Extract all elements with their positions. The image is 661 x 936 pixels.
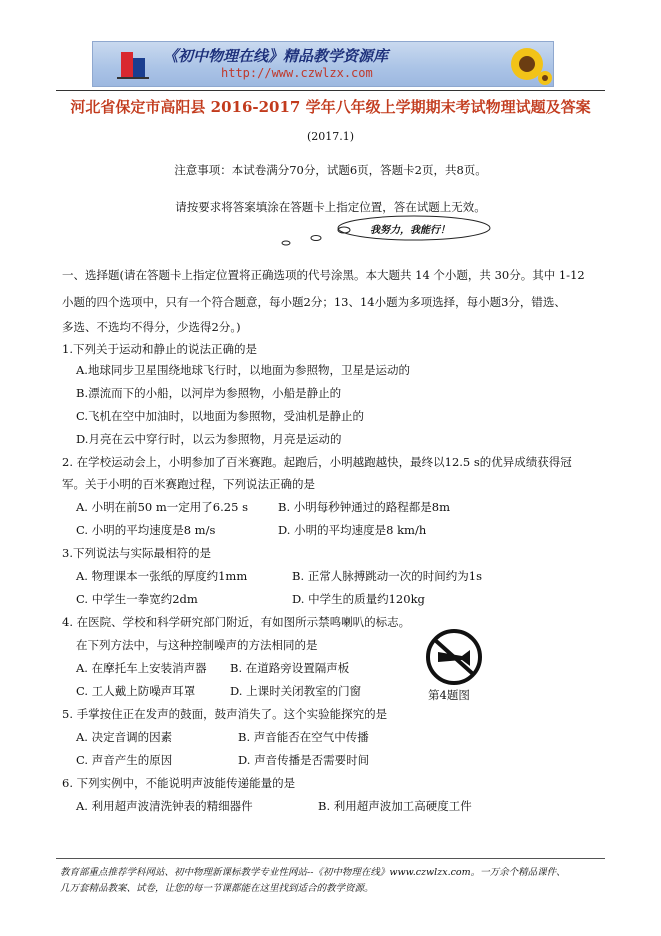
question-4-option-d: D. 上课时关闭教室的门窗 xyxy=(230,684,362,698)
header-rule xyxy=(56,90,605,91)
question-4-option-a: A. 在摩托车上安装消声器 xyxy=(76,661,207,675)
question-5-option-a: A. 决定音调的因素 xyxy=(76,730,173,744)
question-3-option-c: C. 中学生一拳宽约2dm xyxy=(76,592,198,606)
question-2-option-a: A. 小明在前50 m一定用了6.25 s xyxy=(76,500,248,514)
question-5-option-c: C. 声音产生的原因 xyxy=(76,753,173,767)
question-2-stem-line-2: 军。关于小明的百米赛跑过程，下列说法正确的是 xyxy=(62,477,315,491)
site-logo-icon xyxy=(113,44,153,84)
question-1-option-a: A.地球同步卫星围绕地球飞行时，以地面为参照物，卫星是运动的 xyxy=(76,363,410,377)
section-instructions-line-2: 小题的四个选项中，只有一个符合题意，每小题2分；13、14小题为多项选择，每小题3分，错选、 xyxy=(62,295,566,309)
question-2-stem-line-1: 2. 在学校运动会上，小明参加了百米赛跑。起跑后，小明越跑越快，最终以12.5 s的优异成绩获得冠 xyxy=(62,455,572,469)
banner-title: 《初中物理在线》精品教学资源库 xyxy=(163,47,389,65)
footer-line-1: 教育部重点推荐学科网站、初中物理新课标教学专业性网站--《初中物理在线》www.czwlzx.com。一万余个精品课件、 xyxy=(60,867,566,878)
question-2-option-d: D. 小明的平均速度是8 km/h xyxy=(278,523,427,537)
instruction-text: 请按要求将答案填涂在答题卡上指定位置，答在试题上无效。 xyxy=(175,200,486,214)
question-4-option-b: B. 在道路旁设置隔声板 xyxy=(230,661,350,675)
banner-url[interactable]: http://www.czwlzx.com xyxy=(221,66,373,80)
sunflower-icon xyxy=(497,42,553,86)
question-3-stem: 3.下列说法与实际最相符的是 xyxy=(62,546,211,560)
no-honking-sign-icon xyxy=(425,628,483,686)
footer-rule xyxy=(56,858,605,859)
question-2-option-b: B. 小明每秒钟通过的路程都是8m xyxy=(278,500,450,514)
question-2-option-c: C. 小明的平均速度是8 m/s xyxy=(76,523,216,537)
question-5-option-b: B. 声音能否在空气中传播 xyxy=(238,730,369,744)
cloud-slogan: 我努力，我能行！ xyxy=(370,225,450,236)
question-6-option-b: B. 利用超声波加工高硬度工件 xyxy=(318,799,472,813)
question-1-option-b: B.漂流而下的小船，以河岸为参照物，小船是静止的 xyxy=(76,386,342,400)
question-4-option-c: C. 工人戴上防噪声耳罩 xyxy=(76,684,196,698)
section-instructions-line-3: 多选、不选均不得分，少选得2分。) xyxy=(62,320,241,334)
question-1-stem: 1.下列关于运动和静止的说法正确的是 xyxy=(62,342,257,356)
header-banner xyxy=(92,41,554,87)
document-title: 河北省保定市高阳县 2016-2017 学年八年级上学期期末考试物理试题及答案 xyxy=(70,98,591,116)
question-1-option-c: C.飞机在空中加油时，以地面为参照物，受油机是静止的 xyxy=(76,409,365,423)
question-5-option-d: D. 声音传播是否需要时间 xyxy=(238,753,370,767)
notice-text: 注意事项：本试卷满分70分，试题6页，答题卡2页，共8页。 xyxy=(174,163,487,177)
question-6-option-a: A. 利用超声波清洗钟表的精细器件 xyxy=(76,799,253,813)
footer-line-2: 几万套精品教案、试卷，让您的每一节课都能在这里找到适合的教学资源。 xyxy=(60,883,374,894)
question-3-option-b: B. 正常人脉搏跳动一次的时间约为1s xyxy=(292,569,482,583)
question-3-option-a: A. 物理课本一张纸的厚度约1mm xyxy=(76,569,248,583)
question-3-option-d: D. 中学生的质量约120kg xyxy=(292,592,425,606)
question-4-stem-line-1: 4. 在医院、学校和科学研究部门附近，有如图所示禁鸣喇叭的标志。 xyxy=(62,615,411,629)
question-4-stem-line-2: 在下列方法中，与这种控制噪声的方法相同的是 xyxy=(76,638,318,652)
figure-caption: 第4题图 xyxy=(428,688,470,702)
document-date: (2017.1) xyxy=(306,130,355,143)
question-5-stem: 5. 手掌按住正在发声的鼓面，鼓声消失了。这个实验能探究的是 xyxy=(62,707,388,721)
section-instructions-line-1: 一、选择题(请在答题卡上指定位置将正确选项的代号涂黑。本大题共 14 个小题，共 30分。其中 1-12 xyxy=(62,268,585,282)
question-6-stem: 6. 下列实例中，不能说明声波能传递能量的是 xyxy=(62,776,296,790)
question-1-option-d: D.月亮在云中穿行时，以云为参照物，月亮是运动的 xyxy=(76,432,342,446)
